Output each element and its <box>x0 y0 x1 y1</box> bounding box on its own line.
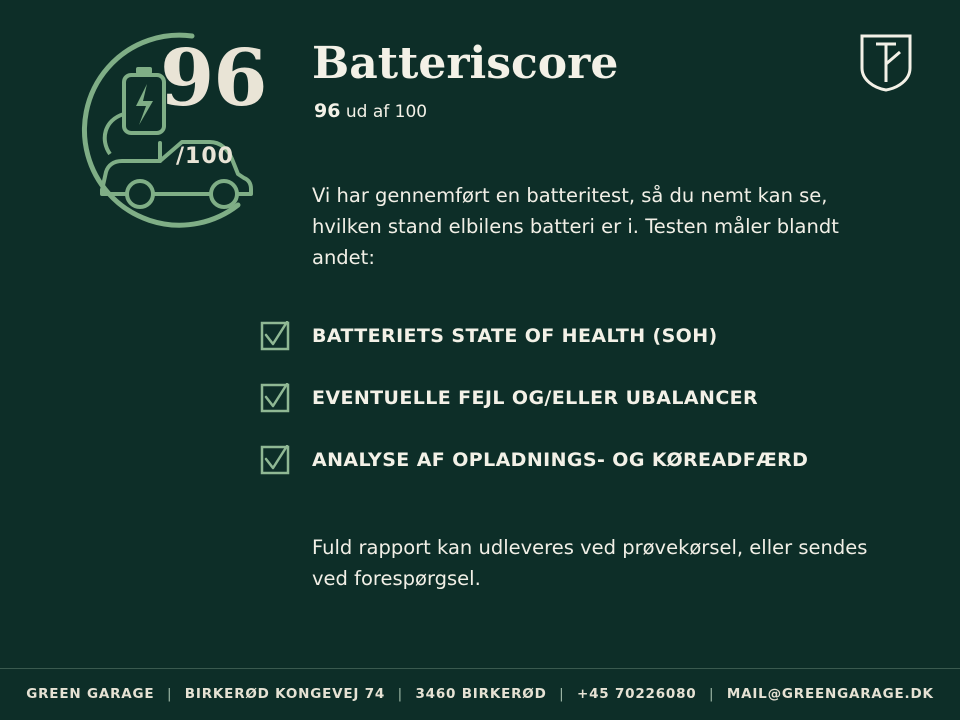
footer-separator: | <box>166 686 173 702</box>
list-item <box>260 305 900 367</box>
green-garage-logo <box>858 30 914 94</box>
footer-address: BIRKERØD KONGEVEJ 74 <box>184 686 386 702</box>
footer-postal: 3460 BIRKERØD <box>415 686 547 702</box>
battery-score-badge <box>42 22 292 242</box>
checkmark-icon <box>260 383 290 413</box>
footer-separator: | <box>397 686 403 702</box>
score-max: /100 <box>176 144 234 169</box>
footer-separator: | <box>559 686 565 702</box>
footer-contact-bar <box>0 686 960 702</box>
page-title: Batteriscore <box>312 38 619 89</box>
intro-paragraph: Vi har gennemført en batteritest, så du nemt kan se, hvilken stand elbilens batteri er i. Testen måler blandt andet: <box>312 184 839 269</box>
list-item <box>260 429 900 491</box>
checkmark-icon <box>260 445 290 475</box>
checklist <box>260 305 900 491</box>
checklist-item-label: BATTERIETS STATE OF HEALTH (SOH) <box>312 325 718 347</box>
score-subtitle-suffix: ud af 100 <box>345 102 428 122</box>
footnote-paragraph: Fuld rapport kan udleveres ved prøvekørsel, eller sendes ved forespørgsel. <box>312 536 868 590</box>
footer-separator: | <box>709 686 715 702</box>
checkmark-icon <box>260 321 290 351</box>
battery-charging-icon <box>105 67 164 154</box>
footer-phone: +45 70226080 <box>576 686 697 702</box>
score-subtitle-value: 96 <box>314 100 341 122</box>
list-item <box>260 367 900 429</box>
score-subtitle <box>314 100 427 122</box>
checklist-item-label: EVENTUELLE FEJL OG/ELLER UBALANCER <box>312 387 759 409</box>
score-number: 96 <box>160 33 267 124</box>
footer-email: MAIL@GREENGARAGE.DK <box>726 686 934 702</box>
footer-divider <box>0 668 960 669</box>
checklist-item-label: ANALYSE AF OPLADNINGS- OG KØREADFÆRD <box>312 449 809 471</box>
footer-company: GREEN GARAGE <box>26 686 155 702</box>
